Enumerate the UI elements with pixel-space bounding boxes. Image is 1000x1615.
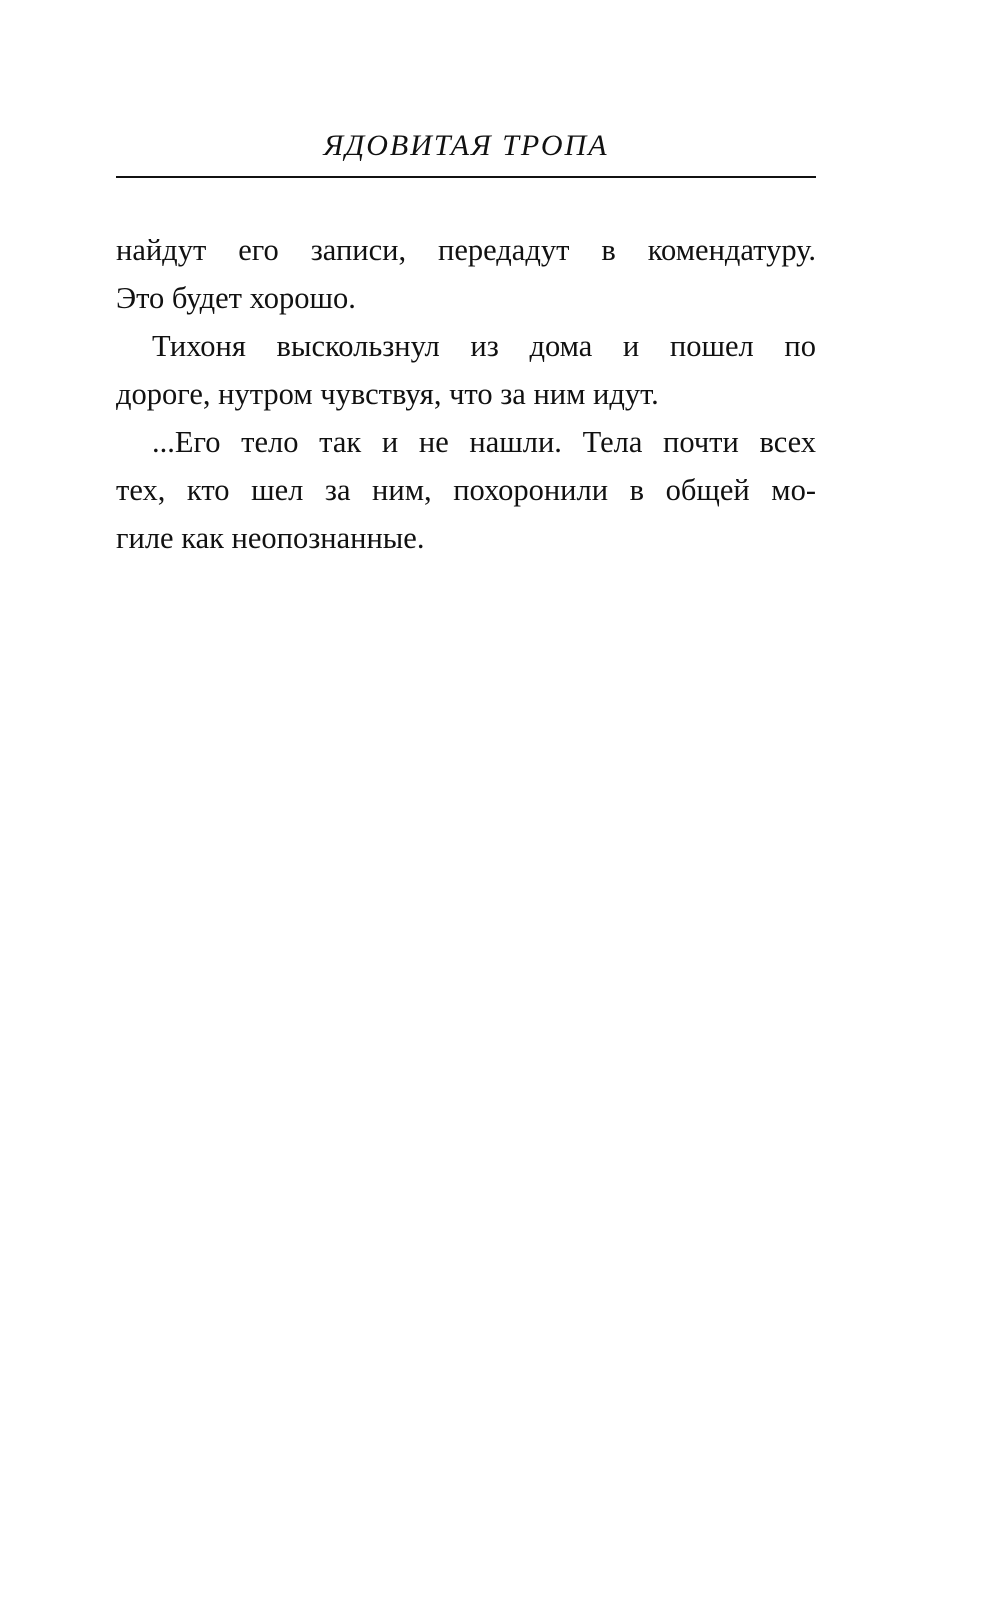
running-head-title: ЯДОВИТАЯ ТРОПА — [323, 129, 609, 162]
header-rule — [116, 176, 816, 178]
body-text — [116, 226, 816, 562]
paragraph — [116, 418, 816, 562]
text-line: ...Его тело так и не нашли. Тела почти всех — [152, 425, 816, 459]
text-line: гиле как неопознанные. — [116, 521, 425, 555]
text-line: дороге, нутром чувствуя, что за ним идут. — [116, 377, 659, 411]
paragraph — [116, 226, 816, 322]
text-line: Это будет хорошо. — [116, 281, 356, 315]
text-line: найдут его записи, передадут в комендатуру. — [116, 233, 816, 267]
text-line: Тихоня выскользнул из дома и пошел по — [152, 329, 816, 363]
text-line: тех, кто шел за ним, похоронили в общей мо- — [116, 473, 816, 507]
paragraph — [116, 322, 816, 418]
